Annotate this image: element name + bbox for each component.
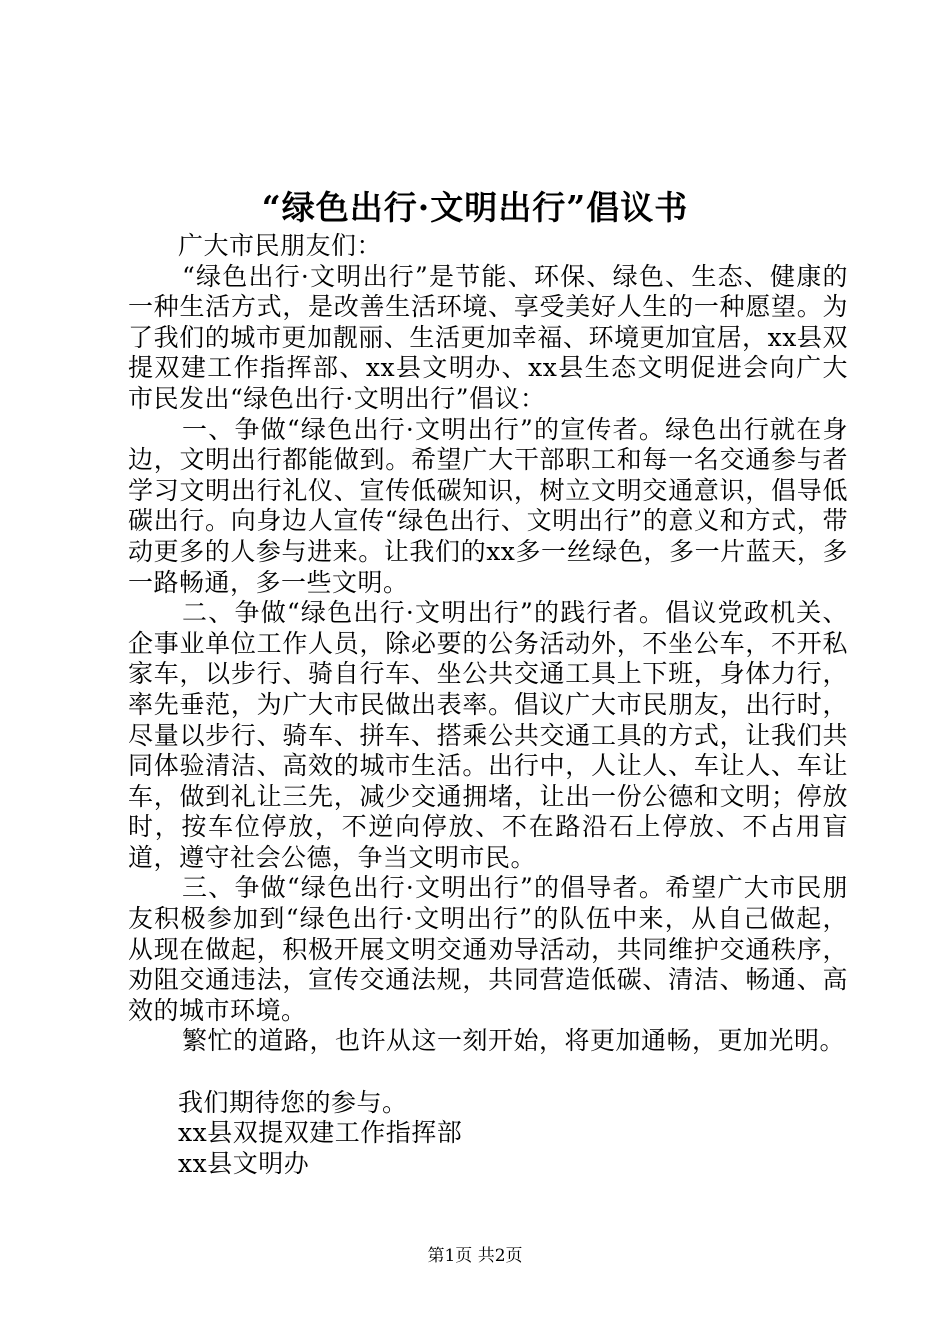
document-title: “绿色出行·文明出行”倡议书 (261, 188, 689, 227)
blank-line (128, 1057, 848, 1088)
paragraph-closing-line: 繁忙的道路，也许从这一刻开始，将更加通畅，更加光明。 (182, 1026, 846, 1056)
signature-line: xx县文明办 (178, 1148, 310, 1178)
paragraph-item-2: 二、争做“绿色出行·文明出行”的践行者。倡议党政机关、企事业单位工作人员，除必要的公务活动外，不坐公车，不开私家车，以步行、骑自行车、坐公共交通工具上下班，身体力行，率先垂范，为广大市民做出表率。倡议广大市民朋友，出行时，尽量以步行、骑车、拼车、搭乘公共交通工具的方式，让我们共同体验清洁、高效的城市生活。出行中，人让人、车让人、车让车，做到礼让三先，减少交通拥堵，让出一份公德和文明；停放时，按车位停放，不逆向停放、不在路沿石上停放、不占用盲道，遵守社会公德，争当文明市民。 (128, 598, 848, 872)
closing-remark: 我们期待您的参与。 (178, 1087, 408, 1117)
page-number-footer: 第1页 共2页 (427, 1246, 523, 1266)
paragraph-item-3: 三、争做“绿色出行·文明出行”的倡导者。希望广大市民朋友积极参加到“绿色出行·文明出行”的队伍中来，从自己做起，从现在做起，积极开展文明交通劝导活动，共同维护交通秩序，劝阻交通违法，宣传交通法规，共同营造低碳、清洁、畅通、高效的城市环境。 (128, 873, 848, 1025)
signature-line: xx县双提双建工作指挥部 (178, 1118, 463, 1148)
document-body (128, 231, 848, 1179)
paragraph-item-1: 一、争做“绿色出行·文明出行”的宣传者。绿色出行就在身边，文明出行都能做到。希望广大干部职工和每一名交通参与者学习文明出行礼仪、宣传低碳知识，树立文明交通意识，倡导低碳出行。向身边人宣传“绿色出行、文明出行”的意义和方式，带动更多的人参与进来。让我们的xx多一丝绿色，多一片蓝天，多一路畅通，多一些文明。 (128, 414, 848, 597)
paragraph-intro: “绿色出行·文明出行”是节能、环保、绿色、生态、健康的一种生活方式，是改善生活环境、享受美好人生的一种愿望。为了我们的城市更加靓丽、生活更加幸福、环境更加宜居，xx县双提双建工作指挥部、xx县文明办、xx县生态文明促进会向广大市民发出“绿色出行·文明出行”倡议： (128, 261, 848, 413)
salutation: 广大市民朋友们： (178, 231, 383, 260)
